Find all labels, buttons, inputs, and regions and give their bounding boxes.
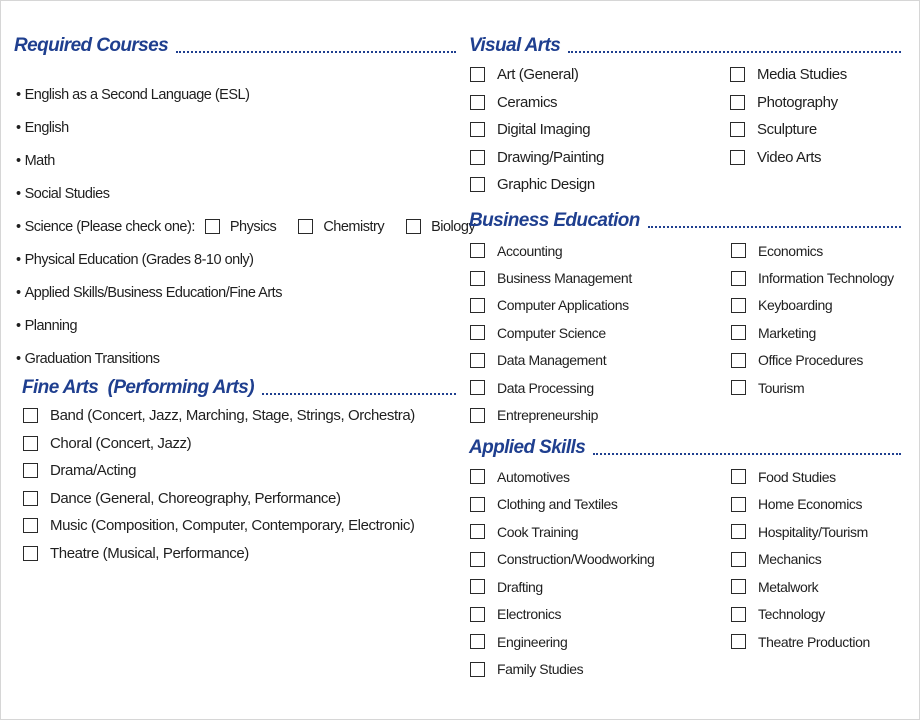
option-label: Food Studies: [758, 468, 836, 485]
applied-skills-title: Applied Skills: [469, 437, 586, 458]
checkbox[interactable]: [470, 122, 485, 137]
option-label: Accounting: [497, 242, 563, 259]
option-label: Data Processing: [497, 379, 594, 396]
applied-skills-option[interactable]: [470, 628, 654, 656]
fine-arts-option[interactable]: [23, 512, 415, 540]
option-label: Metalwork: [758, 578, 819, 595]
applied-skills-option[interactable]: [470, 573, 654, 601]
visual-arts-title: Visual Arts: [469, 35, 561, 56]
option-label: Construction/Woodworking: [497, 551, 655, 568]
checkbox[interactable]: [731, 353, 746, 368]
item-label: Social Studies: [24, 185, 110, 202]
chemistry-checkbox[interactable]: [298, 219, 313, 234]
option-label: Dance (General, Choreography, Performance): [50, 489, 341, 507]
checkbox[interactable]: [730, 95, 745, 110]
heading-leader: [568, 51, 901, 53]
business-option[interactable]: [731, 264, 894, 291]
option-label: Media Studies: [757, 66, 847, 84]
option-label: Video Arts: [757, 148, 822, 166]
checkbox[interactable]: [470, 524, 485, 539]
checkbox[interactable]: [731, 380, 746, 395]
business-option[interactable]: [470, 264, 632, 291]
checkbox[interactable]: [470, 325, 485, 340]
visual-arts-option[interactable]: [470, 89, 604, 117]
applied-skills-option[interactable]: [470, 463, 654, 491]
science-option-physics[interactable]: [205, 219, 276, 235]
business-option[interactable]: [470, 319, 632, 346]
list-item: • Physical Education (Grades 8-10 only): [16, 252, 254, 269]
item-label: Physical Education (Grades 8-10 only): [24, 252, 254, 269]
option-label: Home Economics: [758, 496, 863, 513]
option-label: Theatre Production: [758, 633, 870, 650]
checkbox[interactable]: [470, 271, 485, 286]
applied-skills-option[interactable]: [731, 518, 870, 546]
option-label: Information Technology: [758, 270, 894, 287]
visual-arts-left-list: [470, 61, 604, 199]
list-item: • Planning: [16, 318, 78, 335]
checkbox[interactable]: [470, 662, 485, 677]
option-label: Mechanics: [758, 551, 822, 568]
fine-arts-option[interactable]: [23, 430, 415, 458]
checkbox[interactable]: [731, 325, 746, 340]
business-option[interactable]: [470, 292, 632, 319]
applied-skills-option[interactable]: [731, 573, 870, 601]
option-label: Ceramics: [497, 93, 558, 111]
checkbox[interactable]: [731, 298, 746, 313]
applied-skills-option[interactable]: [470, 518, 654, 546]
checkbox[interactable]: [731, 497, 746, 512]
checkbox[interactable]: [23, 518, 38, 533]
checkbox[interactable]: [730, 122, 745, 137]
visual-arts-right-list: [730, 61, 847, 171]
visual-arts-option[interactable]: [470, 61, 604, 89]
checkbox[interactable]: [470, 579, 485, 594]
item-label: Applied Skills/Business Education/Fine Arts: [24, 285, 282, 302]
list-item: • Graduation Transitions: [16, 351, 160, 368]
physics-checkbox[interactable]: [205, 219, 220, 234]
visual-arts-option[interactable]: [470, 116, 604, 144]
fine-arts-option[interactable]: [23, 402, 415, 430]
required-courses-list: [16, 78, 476, 376]
checkbox[interactable]: [731, 469, 746, 484]
checkbox[interactable]: [730, 150, 745, 165]
checkbox[interactable]: [731, 524, 746, 539]
option-label: Chemistry: [323, 218, 385, 235]
checkbox[interactable]: [731, 607, 746, 622]
fine-arts-option[interactable]: [23, 540, 415, 568]
business-education-left-list: [470, 237, 632, 429]
item-label: English: [24, 119, 69, 136]
option-label: Art (General): [497, 66, 579, 84]
heading-leader: [648, 226, 901, 228]
business-education-title: Business Education: [469, 210, 640, 231]
heading-leader: [593, 453, 901, 455]
option-label: Entrepreneurship: [497, 407, 598, 424]
checkbox[interactable]: [730, 67, 745, 82]
option-label: Digital Imaging: [497, 121, 591, 139]
option-label: Clothing and Textiles: [497, 496, 618, 513]
list-item: • Math: [16, 152, 55, 169]
option-label: Cook Training: [497, 523, 579, 540]
science-option-chemistry[interactable]: [298, 219, 384, 235]
applied-skills-option[interactable]: [470, 546, 654, 574]
option-label: Computer Science: [497, 324, 606, 341]
business-option[interactable]: [470, 374, 632, 401]
option-label: Graphic Design: [497, 176, 595, 194]
checkbox[interactable]: [470, 497, 485, 512]
business-option[interactable]: [470, 237, 632, 264]
option-label: Photography: [757, 93, 838, 111]
option-label: Economics: [758, 242, 823, 259]
option-label: Band (Concert, Jazz, Marching, Stage, Strings, Orchestra): [50, 407, 415, 425]
applied-skills-option[interactable]: [731, 628, 870, 656]
checkbox[interactable]: [23, 436, 38, 451]
option-label: Marketing: [758, 324, 816, 341]
checkbox[interactable]: [731, 634, 746, 649]
list-item: • English as a Second Language (ESL): [16, 86, 250, 103]
business-option[interactable]: [731, 347, 894, 374]
applied-skills-option[interactable]: [470, 656, 654, 684]
fine-arts-option[interactable]: [23, 457, 415, 485]
checkbox[interactable]: [23, 546, 38, 561]
applied-skills-option[interactable]: [731, 463, 870, 491]
checkbox[interactable]: [470, 634, 485, 649]
business-education-right-list: [731, 237, 894, 401]
fine-arts-option[interactable]: [23, 485, 415, 513]
option-label: Family Studies: [497, 661, 584, 678]
business-option[interactable]: [470, 401, 632, 428]
applied-skills-option[interactable]: [731, 491, 870, 519]
fine-arts-heading: [22, 377, 456, 399]
item-label: Science (Please check one):: [24, 218, 195, 235]
checkbox[interactable]: [731, 579, 746, 594]
applied-skills-option[interactable]: [731, 601, 870, 629]
option-label: Tourism: [758, 379, 805, 396]
checkbox[interactable]: [470, 607, 485, 622]
checkbox[interactable]: [470, 95, 485, 110]
option-label: Computer Applications: [497, 297, 629, 314]
option-label: Choral (Concert, Jazz): [50, 434, 192, 452]
checkbox[interactable]: [470, 408, 485, 423]
item-label: Graduation Transitions: [24, 351, 160, 368]
option-label: Drafting: [497, 578, 543, 595]
list-item-science: • Science (Please check one): Physics Chemistry Biology: [16, 218, 476, 235]
visual-arts-option[interactable]: [470, 171, 604, 199]
business-option[interactable]: [731, 374, 894, 401]
business-education-heading: [469, 210, 901, 232]
checkbox[interactable]: [23, 491, 38, 506]
option-label: Data Management: [497, 352, 607, 369]
checkbox[interactable]: [731, 243, 746, 258]
applied-skills-option[interactable]: [470, 601, 654, 629]
option-label: Office Procedures: [758, 352, 863, 369]
biology-checkbox[interactable]: [406, 219, 421, 234]
checkbox[interactable]: [470, 380, 485, 395]
checkbox[interactable]: [470, 67, 485, 82]
option-label: Keyboarding: [758, 297, 833, 314]
required-courses-title: Required Courses: [14, 35, 169, 56]
business-option[interactable]: [731, 319, 894, 346]
business-option[interactable]: [731, 237, 894, 264]
option-label: Hospitality/Tourism: [758, 523, 868, 540]
checkbox[interactable]: [23, 463, 38, 478]
visual-arts-option[interactable]: [730, 61, 847, 89]
visual-arts-option[interactable]: [730, 89, 847, 117]
business-option[interactable]: [470, 347, 632, 374]
applied-skills-option[interactable]: [731, 546, 870, 574]
heading-leader: [262, 393, 456, 395]
item-label: English as a Second Language (ESL): [24, 86, 250, 103]
list-item: • Social Studies: [16, 185, 110, 202]
item-label: Math: [24, 152, 55, 169]
checkbox[interactable]: [23, 408, 38, 423]
applied-skills-heading: [469, 437, 901, 459]
option-label: Automotives: [497, 468, 570, 485]
visual-arts-option[interactable]: [730, 116, 847, 144]
required-courses-heading: [14, 35, 456, 57]
fine-arts-title: Fine Arts (Performing Arts): [22, 377, 254, 398]
visual-arts-heading: [469, 35, 901, 57]
option-label: Electronics: [497, 606, 562, 623]
list-item: • Applied Skills/Business Education/Fine Arts: [16, 285, 282, 302]
item-label: Planning: [24, 318, 78, 335]
option-label: Theatre (Musical, Performance): [50, 544, 249, 562]
checkbox[interactable]: [731, 552, 746, 567]
option-label: Music (Composition, Computer, Contemporary, Electronic): [50, 517, 415, 535]
checkbox[interactable]: [470, 177, 485, 192]
checkbox[interactable]: [470, 353, 485, 368]
fine-arts-list: [23, 402, 415, 567]
applied-skills-option[interactable]: [470, 491, 654, 519]
option-label: Physics: [229, 218, 277, 235]
checkbox[interactable]: [470, 469, 485, 484]
applied-skills-right-list: [731, 463, 870, 656]
option-label: Technology: [758, 606, 825, 623]
visual-arts-option[interactable]: [470, 144, 604, 172]
option-label: Business Management: [497, 270, 632, 287]
option-label: Biology: [431, 218, 476, 235]
science-option-biology[interactable]: [406, 219, 475, 235]
list-item: • English: [16, 119, 69, 136]
checkbox[interactable]: [731, 271, 746, 286]
checkbox[interactable]: [470, 243, 485, 258]
option-label: Drama/Acting: [50, 462, 137, 480]
visual-arts-option[interactable]: [730, 144, 847, 172]
checkbox[interactable]: [470, 150, 485, 165]
applied-skills-left-list: [470, 463, 654, 683]
checkbox[interactable]: [470, 298, 485, 313]
option-label: Sculpture: [757, 121, 817, 139]
option-label: Engineering: [497, 633, 568, 650]
heading-leader: [176, 51, 456, 53]
option-label: Drawing/Painting: [497, 148, 604, 166]
business-option[interactable]: [731, 292, 894, 319]
checkbox[interactable]: [470, 552, 485, 567]
